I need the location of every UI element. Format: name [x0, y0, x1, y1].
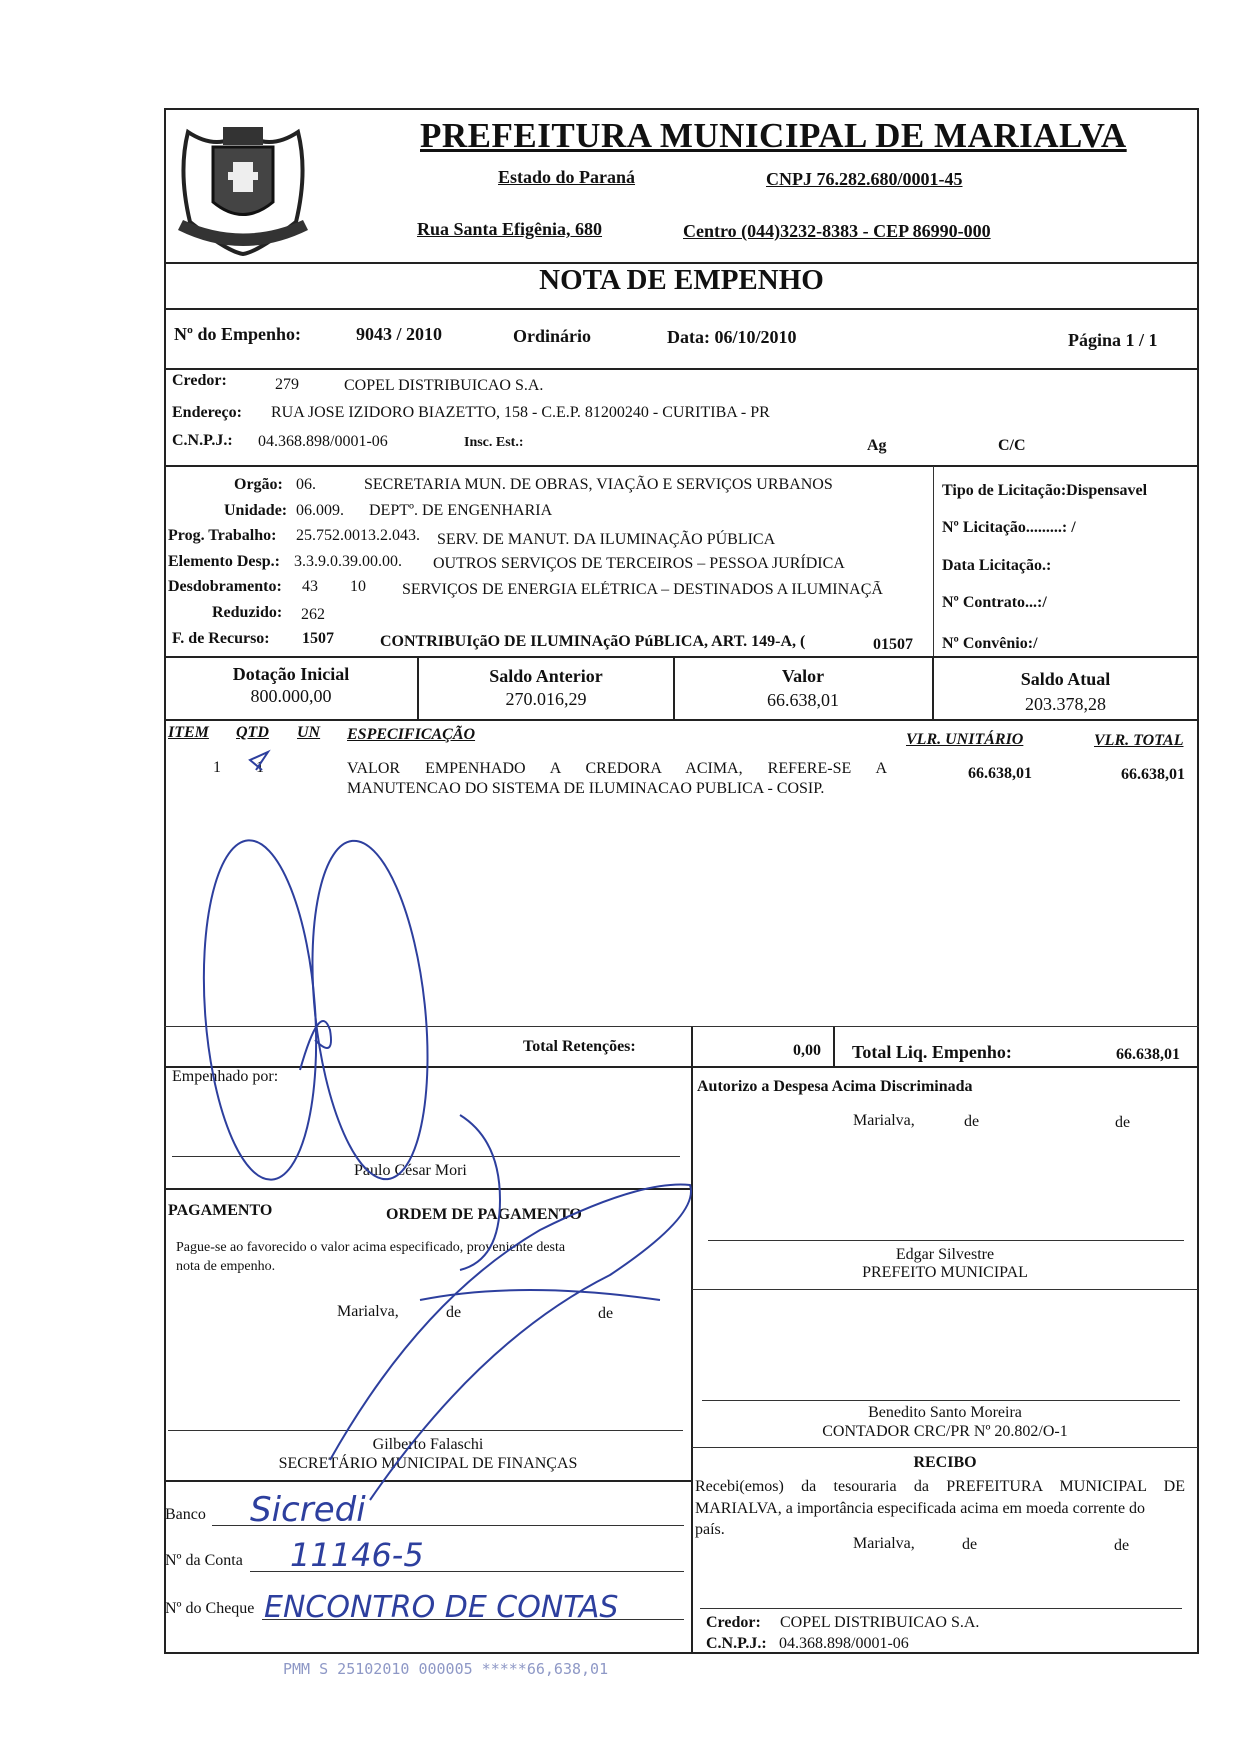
elemento-code: 3.3.9.0.39.00.00.: [294, 553, 402, 570]
cheque-value: ENCONTRO DE CONTAS: [264, 1590, 619, 1625]
pagamento-label: PAGAMENTO: [168, 1202, 273, 1219]
item-number: 1: [213, 759, 221, 776]
elemento-desc: OUTROS SERVIÇOS DE TERCEIROS – PESSOA JURÍDICA: [433, 555, 845, 572]
saldo-anterior-label: Saldo Anterior: [489, 666, 603, 686]
prog-desc: SERV. DE MANUT. DA ILUMINAÇÃO PÚBLICA: [437, 531, 776, 548]
recibo-place: Marialva,: [853, 1535, 915, 1552]
signature-tick: [250, 752, 268, 770]
municipality-title: PREFEITURA MUNICIPAL DE MARIALVA: [420, 116, 1127, 155]
empenhado-signer: Paulo César Mori: [354, 1162, 467, 1179]
desdobramento-desc: SERVIÇOS DE ENERGIA ELÉTRICA – DESTINADOS A ILUMINAÇÃ: [402, 581, 883, 598]
contador-signer: Benedito Santo Moreira: [868, 1404, 1022, 1421]
valor-value: 66.638,01: [767, 690, 839, 710]
contador-role: CONTADOR CRC/PR Nº 20.802/O-1: [822, 1423, 1068, 1440]
autorizo-place: Marialva,: [853, 1112, 915, 1129]
pagamento-role: SECRETÁRIO MUNICIPAL DE FINANÇAS: [278, 1455, 578, 1472]
ordem-pagamento-label: ORDEM DE PAGAMENTO: [386, 1206, 582, 1223]
liquido-value: 66.638,01: [1116, 1046, 1180, 1063]
signature-loop-right: [298, 835, 443, 1185]
insc-est-label: Insc. Est.:: [464, 435, 524, 450]
reduzido-label: Reduzido:: [212, 604, 283, 621]
dotacao-value: 800.000,00: [250, 686, 332, 706]
reduzido-value: 262: [301, 606, 325, 623]
recibo-credor: COPEL DISTRIBUICAO S.A.: [780, 1614, 980, 1631]
empenhado-label: Empenhado por:: [172, 1068, 279, 1085]
pagamento-signer: Gilberto Falaschi: [372, 1436, 484, 1453]
col-header-vlr-total: VLR. TOTAL: [1094, 732, 1184, 749]
desdobramento-subcode: 10: [350, 578, 366, 595]
pagamento-text-line1: Pague-se ao favorecido o valor acima especificado, proveniente desta: [176, 1240, 566, 1255]
state-name: Estado do Paraná: [498, 167, 636, 187]
pagamento-de1: de: [446, 1304, 462, 1321]
pagamento-place: Marialva,: [337, 1303, 399, 1320]
signature-loop-left: [193, 837, 326, 1184]
recibo-cnpj-label: C.N.P.J.:: [706, 1635, 767, 1652]
credor-cnpj: 04.368.898/0001-06: [258, 433, 388, 450]
cc-label: C/C: [998, 437, 1026, 454]
municipality-address: Rua Santa Efigênia, 680: [417, 219, 603, 239]
desdobramento-label: Desdobramento:: [168, 578, 282, 595]
saldo-atual-value: 203.378,28: [1025, 694, 1106, 714]
liquido-label: Total Liq. Empenho:: [852, 1042, 1012, 1062]
signature-stroke: [460, 1115, 500, 1270]
elemento-label: Elemento Desp.:: [168, 553, 280, 570]
convenio-number: Nº Convênio:/: [942, 635, 1038, 652]
pagamento-de2: de: [598, 1305, 614, 1322]
empenho-number-label: Nº do Empenho:: [174, 324, 301, 344]
unidade-desc: DEPTº. DE ENGENHARIA: [369, 502, 553, 519]
recurso-code: 1507: [302, 630, 334, 647]
credor-code: 279: [275, 376, 299, 393]
payment-stamp: PMM S 25102010 000005 *****66,638,01: [283, 1660, 609, 1678]
prog-label: Prog. Trabalho:: [168, 527, 277, 544]
item-total-value: 66.638,01: [1121, 766, 1185, 783]
col-header-un: UN: [297, 724, 321, 741]
recurso-code-secondary: 01507: [873, 636, 913, 653]
banco-value: Sicredi: [250, 1490, 366, 1530]
municipality-cnpj: CNPJ 76.282.680/0001-45: [766, 169, 963, 189]
retencoes-value: 0,00: [793, 1042, 821, 1059]
saldo-anterior-value: 270.016,29: [505, 689, 587, 709]
autorizo-de1: de: [964, 1113, 980, 1130]
banco-label: Banco: [165, 1506, 206, 1523]
col-header-item: ITEM: [168, 724, 209, 741]
conta-value: 11146-5: [290, 1536, 424, 1574]
recibo-text-line1: Recebi(emos) da tesouraria da PREFEITURA MUNICIPAL DE: [695, 1478, 1185, 1495]
endereco-label: Endereço:: [172, 404, 242, 421]
dotacao-label: Dotação Inicial: [232, 664, 350, 684]
cnpj-label: C.N.P.J.:: [172, 432, 233, 449]
recibo-label: RECIBO: [913, 1454, 977, 1471]
col-header-vlr-unitario: VLR. UNITÁRIO: [906, 731, 1024, 748]
item-unit-value: 66.638,01: [968, 765, 1032, 782]
col-header-especificacao: ESPECIFICAÇÃO: [347, 726, 476, 743]
recibo-de2: de: [1114, 1537, 1130, 1554]
credor-address: RUA JOSE IZIDORO BIAZETTO, 158 - C.E.P. 81200240 - CURITIBA - PR: [271, 404, 770, 421]
recibo-cnpj: 04.368.898/0001-06: [779, 1635, 909, 1652]
contrato-number: Nº Contrato...:/: [942, 594, 1047, 611]
pagamento-text-line2: nota de empenho.: [176, 1259, 276, 1274]
municipality-contact: Centro (044)3232-8383 - CEP 86990-000: [683, 221, 991, 241]
item-spec-line2: MANUTENCAO DO SISTEMA DE ILUMINACAO PUBLICA - COSIP.: [347, 780, 825, 797]
credor-name: COPEL DISTRIBUICAO S.A.: [344, 377, 544, 394]
recurso-label: F. de Recurso:: [172, 630, 270, 647]
unidade-label: Unidade:: [224, 502, 288, 519]
empenho-number: 9043 / 2010: [356, 324, 443, 344]
document-title: NOTA DE EMPENHO: [539, 264, 824, 296]
conta-label: Nº da Conta: [165, 1552, 243, 1569]
recibo-credor-label: Credor:: [706, 1614, 761, 1631]
signature-sweep: [330, 1185, 691, 1500]
autorizo-signer: Edgar Silvestre: [895, 1246, 995, 1263]
autorizo-role: PREFEITO MUNICIPAL: [862, 1264, 1028, 1281]
prog-code: 25.752.0013.2.043.: [296, 527, 420, 544]
saldo-atual-label: Saldo Atual: [1020, 669, 1111, 689]
ag-label: Ag: [867, 437, 887, 454]
signature-underline: [420, 1290, 660, 1300]
empenho-type: Ordinário: [513, 326, 592, 346]
cheque-label: Nº do Cheque: [165, 1600, 255, 1617]
credor-label: Credor:: [172, 372, 227, 389]
licitacao-tipo: Tipo de Licitação:Dispensavel: [942, 482, 1148, 499]
licitacao-numero: Nº Licitação.........: /: [942, 519, 1076, 536]
empenho-date: Data: 06/10/2010: [667, 327, 797, 347]
item-spec-line1: VALOR EMPENHADO A CREDORA ACIMA, REFERE-SE A: [347, 760, 887, 777]
licitacao-data: Data Licitação.:: [942, 557, 1052, 574]
desdobramento-code: 43: [302, 578, 318, 595]
page-number: Página 1 / 1: [1068, 330, 1158, 350]
autorizo-label: Autorizo a Despesa Acima Discriminada: [697, 1078, 973, 1095]
retencoes-label: Total Retenções:: [523, 1038, 636, 1055]
unidade-code: 06.009.: [296, 502, 344, 519]
autorizo-de2: de: [1115, 1114, 1131, 1131]
valor-label: Valor: [781, 666, 825, 686]
recibo-de1: de: [962, 1536, 978, 1553]
recibo-text-line2: MARIALVA, a importância especificada acima em moeda corrente do: [695, 1500, 1146, 1517]
recurso-desc: CONTRIBUIçãO DE ILUMINAçãO PúBLICA, ART. 149-A, (: [380, 633, 806, 650]
orgao-desc: SECRETARIA MUN. DE OBRAS, VIAÇÃO E SERVIÇOS URBANOS: [364, 476, 833, 493]
orgao-code: 06.: [296, 476, 316, 493]
orgao-label: Orgão:: [234, 476, 283, 493]
recibo-text-line3: país.: [695, 1521, 725, 1538]
item-qtd: 1: [256, 759, 264, 776]
col-header-qtd: QTD: [236, 724, 269, 741]
